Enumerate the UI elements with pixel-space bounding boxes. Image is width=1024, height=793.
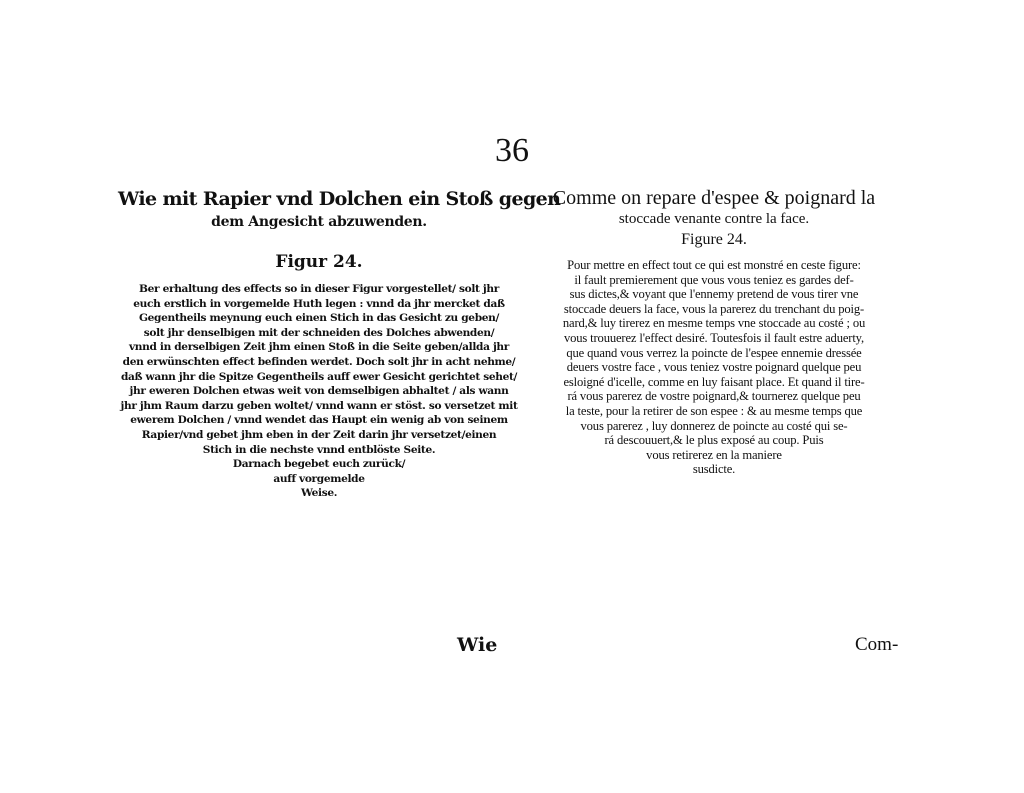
german-text-line: den erwünschten effect befinden werdet. Doch solt jhr in acht nehme/ [122,355,516,368]
french-title [522,188,906,230]
german-column [118,188,561,501]
german-text-line: vnnd in derselbigen Zeit jhm einen Stoß in die Seite geben/allda jhr [128,341,510,354]
french-text-line: sus dictes,& voyant que l'ennemy pretend de vous tirer vne [569,287,859,302]
french-text-line: il fault premierement que vous vous teniez es gardes def- [574,272,854,287]
german-text-line: auff vorgemelde [273,472,365,485]
german-catchword: Wie [457,634,498,656]
french-text-line: la teste, pour la retirer de son espee : & au mesme temps que [565,403,863,418]
french-text-line: rá descouuert,& le plus exposé au coup. Puis [604,433,824,448]
french-text-line: esloigné d'icelle, comme en luy faisant place. Et quand il tire- [563,374,865,389]
german-text-line: jhr jhm Raum darzu geben woltet/ vnnd wann er stöst. so versetzet mit [120,399,518,412]
german-title [118,188,561,234]
french-text-line: vous trouuerez l'effect desiré. Toutesfois il fault estre aduerty, [563,330,865,345]
french-text-line: que quand vous verrez la poincte de l'espee ennemie dressée [566,345,862,360]
german-title-line-2: dem Angesicht abzuwenden. [211,214,427,230]
french-text-line: vous parerez , luy donnerez de poincte au costé qui se- [580,418,848,433]
french-body-text [522,258,906,477]
german-text-line: euch erstlich in vorgemelde Huth legen : vnnd da jhr mercket daß [133,297,505,310]
german-text-line: jhr eweren Dolchen etwas weit von demselbigen abhaltet / als wann [129,385,509,398]
german-body-text [118,282,520,501]
german-text-line: Gegentheils meynung euch einen Stich in das Gesicht zu geben/ [138,312,500,325]
german-text-line: Ber erhaltung des effects so in dieser Figur vorgestellet/ solt jhr [139,283,499,295]
french-catchword: Com- [855,634,899,655]
french-text-line: nard,& luy tirerez en mesme temps vne stoccade au costé ; ou [562,316,866,331]
german-text-line: Stich in die nechste vnnd entblöste Seite. [202,443,436,456]
french-text-line: stoccade deuers la face, vous la parerez du trenchant du poig- [563,301,865,316]
german-text-line: Rapier/vnd gebet jhm eben in der Zeit darin jhr versetzet/einen [141,428,497,441]
german-title-line-1: Wie mit Rapier vnd Dolchen ein Stoß gegen [118,188,561,210]
french-text-line: vous retirerez en la maniere [646,447,782,462]
french-text-line: Pour mettre en effect tout ce qui est monstré en ceste figure: [567,258,861,272]
german-figure-label: Figur 24. [275,252,363,272]
german-text-line: daß wann jhr die Spitze Gegentheils auff ewer Gesicht gerichtet sehet/ [120,370,518,383]
german-text-line: ewerem Dolchen / vnnd wendet das Haupt ein wenig ab von seinem [130,414,508,427]
german-text-line: Darnach begebet euch zurück/ [232,458,406,471]
french-text-line: susdicte. [692,462,736,477]
french-text-line: rá vous parerez de vostre poignard,& tournerez quelque peu [567,389,861,404]
french-figure-label: Figure 24. [681,231,747,248]
french-title-line-1: Comme on repare d'espee & poignard la [552,187,876,209]
german-text-line: Weise. [300,487,338,500]
french-text-line: deuers vostre face , vous teniez vostre poignard quelque peu [566,360,862,375]
french-title-line-2: stoccade venante contre la face. [618,211,810,227]
french-column [522,188,906,477]
german-text-line: solt jhr denselbigen mit der schneiden des Dolches abwenden/ [143,326,495,339]
page-number: 36 [495,132,529,169]
